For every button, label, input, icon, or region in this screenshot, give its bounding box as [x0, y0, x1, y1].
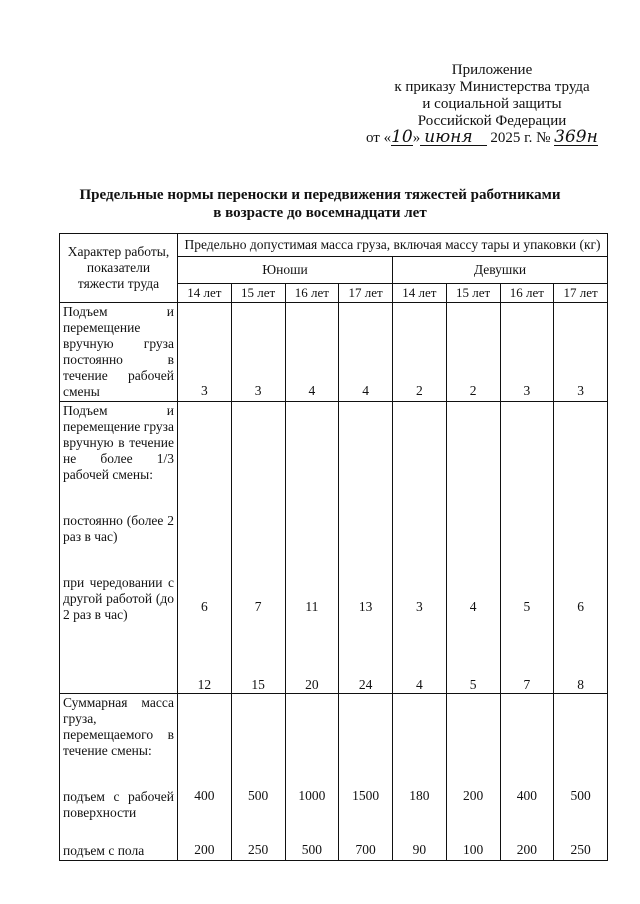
appendix-line: Российской Федерации [417, 113, 567, 129]
value: 400 [194, 788, 215, 803]
age-cell: 14 лет [178, 284, 232, 303]
age-cell: 17 лет [554, 284, 608, 303]
value: 500 [248, 788, 269, 803]
row-label [60, 402, 178, 694]
age-cell: 16 лет [500, 284, 554, 303]
value-cell [500, 694, 554, 861]
value-cell [446, 402, 500, 694]
value-cell [554, 402, 608, 694]
title-line-2: в возрасте до восемнадцати лет [213, 205, 427, 221]
value-cell: 2 [393, 303, 447, 402]
value-cell [285, 694, 339, 861]
value-cell [339, 694, 393, 861]
order-month: июня [420, 130, 486, 146]
value-cell: 3 [231, 303, 285, 402]
value: 500 [570, 788, 591, 803]
date-prefix: от « [366, 130, 392, 146]
value: 4 [416, 677, 423, 692]
value-cell: 3 [178, 303, 232, 402]
value-cell [178, 694, 232, 861]
weight-norms-table [59, 233, 608, 861]
value: 200 [463, 788, 484, 803]
appendix-block [372, 62, 612, 130]
value-cell [285, 402, 339, 694]
value-cell: 2 [446, 303, 500, 402]
value: 13 [358, 599, 373, 614]
value: 250 [248, 842, 269, 857]
value-cell: 4 [339, 303, 393, 402]
value-cell: 3 [554, 303, 608, 402]
value: 11 [305, 599, 319, 614]
table-row [60, 694, 608, 861]
order-date-number: от «10» июня 2025 г. № 369н [366, 127, 598, 147]
header-row-1 [60, 234, 608, 257]
value-cell [231, 694, 285, 861]
value-cell [393, 402, 447, 694]
spacer [63, 483, 174, 513]
row-label-main: Суммарная масса груза, перемещаемого в течение смены: [63, 695, 174, 758]
order-year: 2025 [490, 130, 521, 146]
value: 90 [412, 842, 427, 857]
value: 100 [463, 842, 484, 857]
value: 500 [301, 842, 322, 857]
value-cell [500, 402, 554, 694]
row-label: Подъем и перемещение вручную груза постоянно в течение рабочей смены [60, 303, 178, 402]
value: 180 [409, 788, 430, 803]
value: 5 [523, 599, 531, 614]
value: 15 [251, 677, 265, 692]
value: 20 [305, 677, 319, 692]
row-label [60, 694, 178, 861]
age-cell: 14 лет [393, 284, 447, 303]
appendix-line: Приложение [451, 62, 533, 78]
value: 5 [469, 677, 477, 692]
table-row [60, 402, 608, 694]
appendix-line: и социальной защиты [422, 96, 562, 112]
girls-header: Девушки [393, 257, 608, 284]
value: 8 [577, 677, 584, 692]
boys-header: Юноши [178, 257, 393, 284]
value: 1500 [352, 788, 380, 803]
table-row [60, 303, 608, 402]
title-line-1: Предельные нормы переноски и передвижения тяжестей работниками [79, 187, 561, 203]
value: 4 [469, 599, 477, 614]
year-suffix: г. № [524, 130, 551, 146]
value: 24 [358, 677, 373, 692]
row-sublabel: постоянно (более 2 раз в час) [63, 513, 174, 544]
value: 400 [516, 788, 537, 803]
value-cell [446, 694, 500, 861]
value: 7 [523, 677, 531, 692]
document-title [0, 186, 640, 222]
value-cell: 4 [285, 303, 339, 402]
age-cell: 16 лет [285, 284, 339, 303]
spacer [63, 821, 174, 843]
value-cell [393, 694, 447, 861]
value-cell [231, 402, 285, 694]
age-cell: 17 лет [339, 284, 393, 303]
value-cell [554, 694, 608, 861]
value: 200 [516, 842, 537, 857]
value: 250 [570, 842, 591, 857]
value: 1000 [298, 788, 326, 803]
value-cell [339, 402, 393, 694]
appendix-line: к приказу Министерства труда [394, 79, 590, 95]
max-mass-header: Предельно допустимая масса груза, включая массу тары и упаковки (кг) [178, 234, 608, 257]
row-label-main: Подъем и перемещение груза вручную в течение не более 1/3 рабочей смены: [63, 403, 174, 482]
age-cell: 15 лет [231, 284, 285, 303]
order-day: 10 [391, 127, 413, 147]
order-number: 369н [554, 127, 598, 147]
spacer [63, 545, 174, 575]
value: 200 [194, 842, 215, 857]
row-sublabel: при чередовании с другой работой (до 2 раз в час) [63, 575, 174, 622]
value: 12 [197, 677, 212, 692]
row-sublabel: подъем с рабочей поверхности [63, 789, 174, 820]
spacer [63, 759, 174, 789]
value: 700 [355, 842, 376, 857]
value-cell [178, 402, 232, 694]
value: 6 [577, 599, 584, 614]
value: 3 [416, 599, 423, 614]
value: 7 [254, 599, 262, 614]
value-cell: 3 [500, 303, 554, 402]
work-type-header: Характер работы, показатели тяжести труда [60, 234, 178, 303]
value: 6 [201, 599, 208, 614]
row-sublabel: подъем с пола [63, 843, 145, 858]
age-cell: 15 лет [446, 284, 500, 303]
